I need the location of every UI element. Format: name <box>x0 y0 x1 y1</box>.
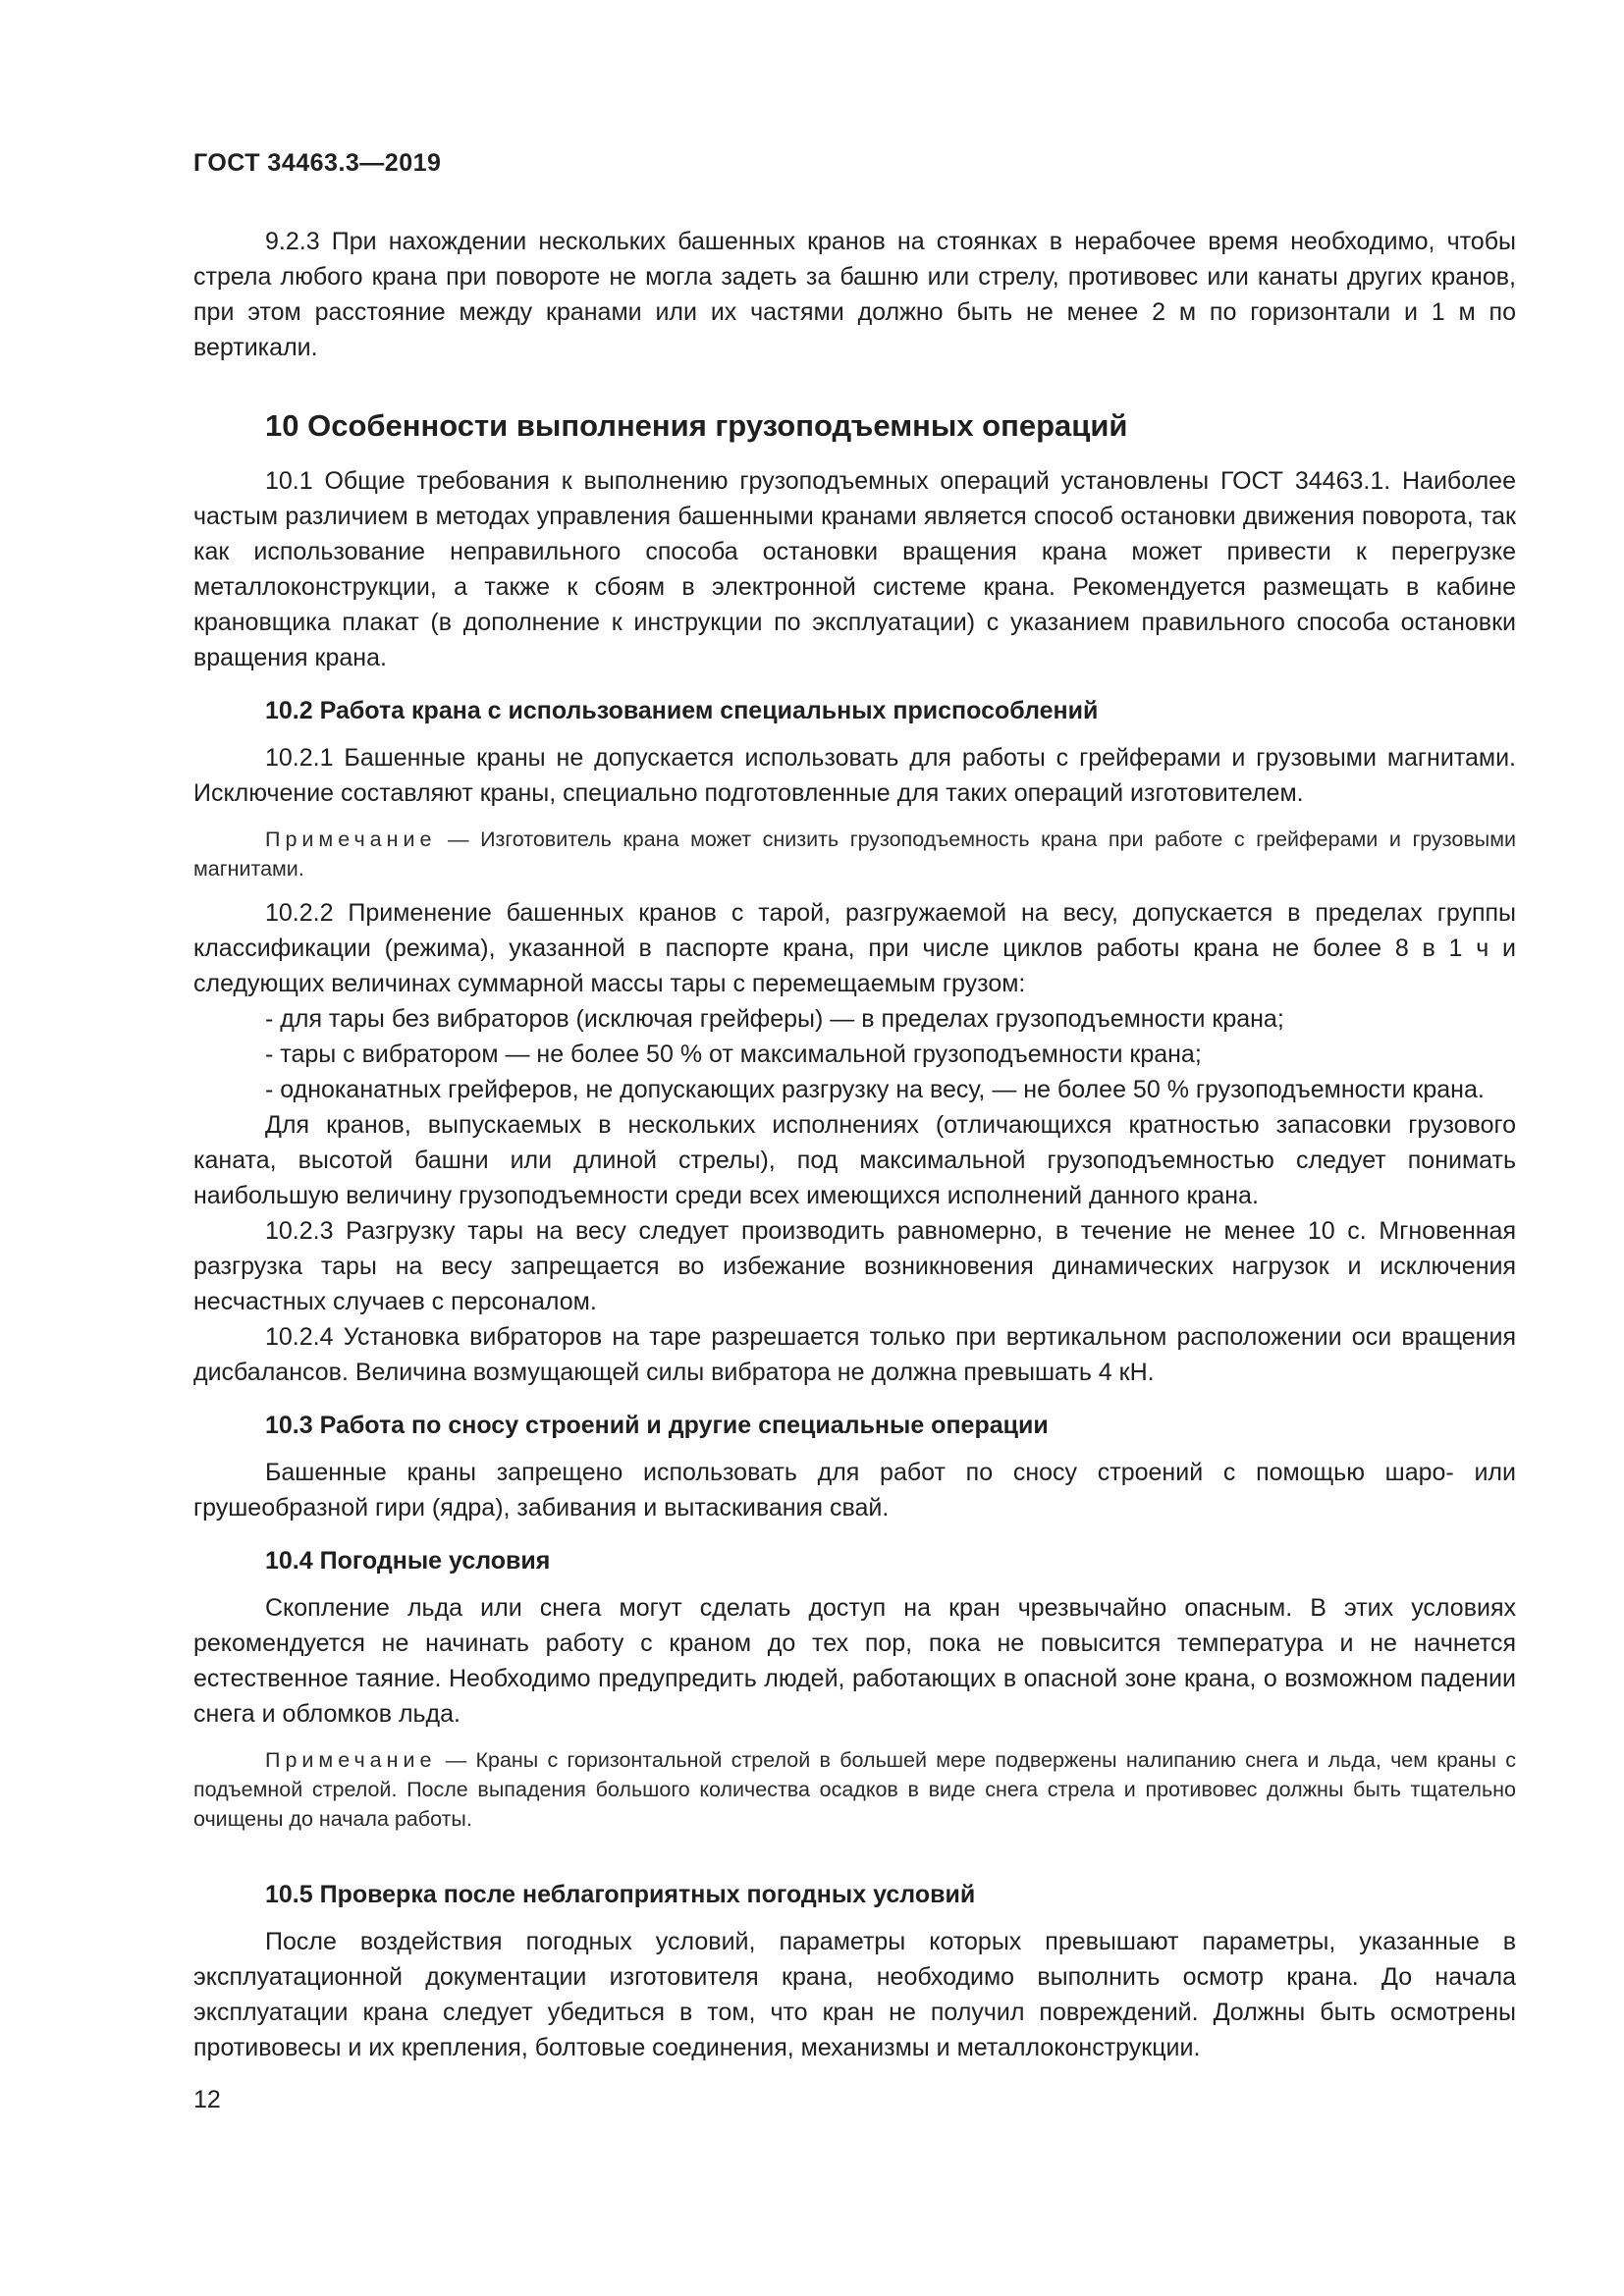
document-body <box>193 224 1516 2065</box>
subsection-heading-10-5: 10.5 Проверка после неблагоприятных погодных условий <box>265 1881 976 1908</box>
section-heading-10: 10 Особенности выполнения грузоподъемных операций <box>265 408 1128 443</box>
note-weather <box>193 1745 1516 1834</box>
paragraph-10-2-4: 10.2.4 Установка вибраторов на таре разрешается только при вертикальном расположении оси вращения дисбалансов. Величина возмущающей силы вибратора не должна превышать 4 кН. <box>193 1323 1516 1386</box>
subsection-heading-10-4: 10.4 Погодные условия <box>265 1547 551 1575</box>
note-grab-magnets <box>193 825 1516 883</box>
paragraph-10-1: 10.1 Общие требования к выполнению грузоподъемных операций установлены ГОСТ 34463.1. Наиболее частым различием в методах управления башенными кранами является способ остановки движения поворота, так как использование неправильного способа остановки вращения крана может привести к перегрузке металлоконструкции, а также к сбоям в электронной системе крана. Рекомендуется размещать в кабине крановщика плакат (в дополнение к инструкции по эксплуатации) с указанием правильного способа остановки вращения крана. <box>193 467 1516 671</box>
paragraph-10-2-3: 10.2.3 Разгрузку тары на весу следует производить равномерно, в течение не менее 10 с. Мгновенная разгрузка тары на весу запрещается во избежание возникновения динамических нагрузок и исключения несчастных случаев с персоналом. <box>193 1217 1516 1315</box>
paragraph-10-3: Башенные краны запрещено использовать для работ по сносу строений с помощью шаро- или грушеобразной гири (ядра), забивания и вытаскивания свай. <box>193 1459 1516 1522</box>
paragraph-10-4: Скопление льда или снега могут сделать доступ на кран чрезвычайно опасным. В этих условиях рекомендуется не начинать работу с краном до тех пор, пока не повысится температура и не начнется естественное таяние. Необходимо предупредить людей, работающих в опасной зоне крана, о возможном падении снега и обломков льда. <box>193 1594 1516 1728</box>
subsection-heading-10-2: 10.2 Работа крана с использованием специальных приспособлений <box>265 697 1099 724</box>
note-label: Примечание <box>265 828 437 851</box>
spacer <box>193 1845 1516 1859</box>
paragraph-10-5: После воздействия погодных условий, параметры которых превышают параметры, указанные в эксплуатационной документации изготовителя крана, необходимо выполнить осмотр крана. До начала эксплуатации крана следует убедиться в том, что кран не получил повреждений. Должны быть осмотрены противовесы и их крепления, болтовые соединения, механизмы и металлоконструкции. <box>193 1928 1516 2061</box>
paragraph-10-2-1: 10.2.1 Башенные краны не допускается использовать для работы с грейферами и грузовыми магнитами. Исключение составляют краны, специально подготовленные для таких операций изготовителем. <box>193 744 1516 807</box>
document-header: ГОСТ 34463.3—2019 <box>193 149 442 177</box>
paragraph-10-2-2: 10.2.2 Применение башенных кранов с тарой, разгружаемой на весу, допускается в пределах группы классификации (режима), указанной в паспорте крана, при числе циклов работы крана не более 8 в 1 ч и следующих величинах суммарной массы тары с перемещаемым грузом: <box>193 899 1516 997</box>
list-item: - для тары без вибраторов (исключая грейферы) — в пределах грузоподъемности крана; <box>265 1005 1284 1033</box>
paragraph-9-2-3: 9.2.3 При нахождении нескольких башенных кранов на стоянках в нерабочее время необходимо, чтобы стрела любого крана при повороте не могла задеть за башню или стрелу, противовес или канаты других кранов, при этом расстояние между кранами или их частями должно быть не менее 2 м по горизонтали и 1 м по вертикали. <box>193 228 1516 361</box>
list-item: - тары с вибратором — не более 50 % от максимальной грузоподъемности крана; <box>265 1041 1202 1068</box>
note-text: — Краны с горизонтальной стрелой в большей мере подвержены налипанию снега и льда, чем краны с подъемной стрелой. После выпадения большого количества осадков в виде снега стрела и противовес должны быть тщательно очищены до начала работы. <box>193 1748 1516 1831</box>
note-label: Примечание <box>265 1748 437 1772</box>
paragraph-variants: Для кранов, выпускаемых в нескольких исполнениях (отличающихся кратностью запасовки грузового каната, высотой башни или длиной стрелы), под максимальной грузоподъемностью следует понимать наибольшую величину грузоподъемности среди всех имеющихся исполнений данного крана. <box>193 1111 1516 1209</box>
page-number: 12 <box>193 2086 221 2113</box>
list-item: - одноканатных грейферов, не допускающих разгрузку на весу, — не более 50 % грузоподъемности крана. <box>265 1076 1485 1103</box>
subsection-heading-10-3: 10.3 Работа по сносу строений и другие специальные операции <box>265 1412 1049 1439</box>
note-text: — Изготовитель крана может снизить грузоподъемность крана при работе с грейферами и грузовыми магнитами. <box>193 828 1516 881</box>
